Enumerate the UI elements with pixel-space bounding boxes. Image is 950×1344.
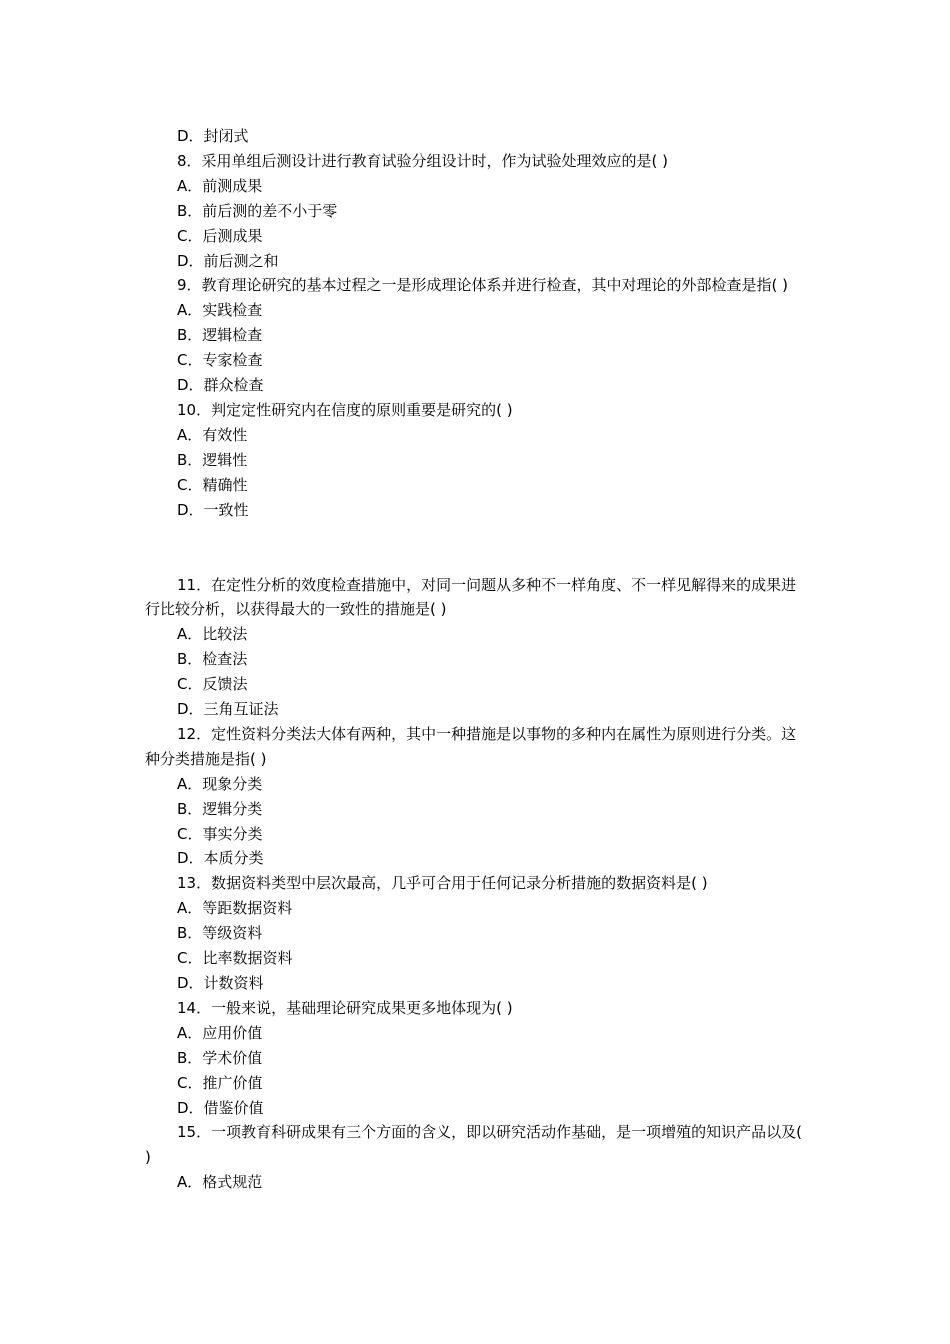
question-stem: 9．教育理论研究的基本过程之一是形成理论体系并进行检查，其中对理论的外部检查是指( ) [177,276,789,295]
document-body [145,124,805,1195]
answer-option: A．现象分类 [177,774,263,793]
answer-option: A．应用价值 [177,1023,263,1042]
answer-option: A．前测成果 [177,176,263,195]
question-stem: 12．定性资料分类法大体有两种，其中一种措施是以事物的多种内在属性为原则进行分类。这种分类措施是指( ) [145,724,797,768]
answer-option: B．逻辑分类 [177,799,263,818]
answer-option: D．前后测之和 [177,251,279,270]
question-stem: 10．判定定性研究内在信度的原则重要是研究的( ) [177,400,513,419]
section-gap [145,523,805,573]
answer-option: B．前后测的差不小于零 [177,201,338,220]
answer-option: C．事实分类 [177,824,263,843]
answer-option: C．精确性 [177,475,248,494]
answer-option: D．一致性 [177,500,249,519]
answer-option: A．有效性 [177,425,248,444]
answer-option: C．推广价值 [177,1073,263,1092]
answer-option: A．等距数据资料 [177,899,293,918]
answer-option: B．等级资料 [177,924,263,943]
answer-option: D．三角互证法 [177,700,279,719]
answer-option: B．逻辑检查 [177,326,263,345]
question-stem: 15．一项教育科研成果有三个方面的含义，即以研究活动作基础，是一项增殖的知识产品以及( ) [145,1123,807,1167]
answer-option: C．比率数据资料 [177,949,293,968]
answer-option: B．逻辑性 [177,450,248,469]
question-stem: 14．一般来说，基础理论研究成果更多地体现为( ) [177,998,513,1017]
answer-option: B．学术价值 [177,1048,263,1067]
answer-option: C．专家检查 [177,351,263,370]
answer-option: A．比较法 [177,625,248,644]
answer-option: D．群众检查 [177,376,264,395]
answer-option: A．实践检查 [177,301,263,320]
answer-option: B．检查法 [177,650,248,669]
answer-option: D．本质分类 [177,849,264,868]
answer-option: C．后测成果 [177,226,263,245]
question-stem: 13．数据资料类型中层次最高，几乎可合用于任何记录分析措施的数据资料是( ) [177,874,708,893]
question-stem: 11．在定性分析的效度检查措施中，对同一问题从多种不一样角度、不一样见解得来的成果进行比较分析，以获得最大的一致性的措施是( ) [145,575,797,619]
answer-option: D．封闭式 [177,127,249,145]
question-stem: 8．采用单组后测设计进行教育试验分组设计时，作为试验处理效应的是( ) [177,151,669,170]
answer-option: D．借鉴价值 [177,1098,264,1117]
answer-option: D．计数资料 [177,974,264,992]
answer-option: A．格式规范 [177,1173,263,1192]
answer-option: C．反馈法 [177,675,248,694]
